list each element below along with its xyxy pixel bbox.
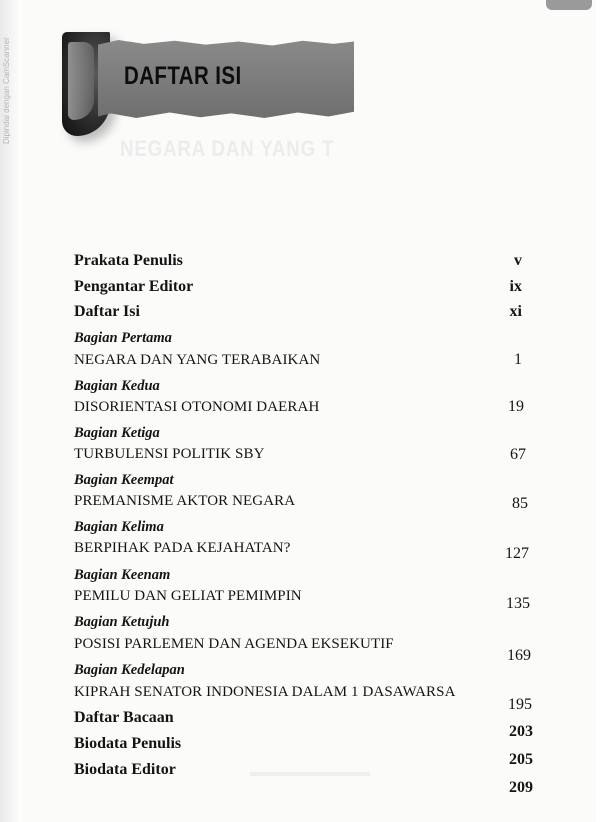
toc-part-label: Bagian Ketiga xyxy=(74,425,160,441)
toc-part-label: Bagian Keempat xyxy=(74,472,174,488)
toc-page-number: 67 xyxy=(510,446,526,463)
toc-part-label: Bagian Kelima xyxy=(74,519,164,535)
toc-page-number: 19 xyxy=(508,398,524,415)
toc-page-number: 209 xyxy=(509,779,533,796)
toc-page-number: ix xyxy=(509,278,522,295)
toc-chapter-title: BERPIHAK PADA KEJAHATAN? xyxy=(74,540,291,556)
toc-part-label: Bagian Kedelapan xyxy=(74,662,185,678)
toc-chapter-title: DISORIENTASI OTONOMI DAERAH xyxy=(74,399,320,415)
toc-page-number: 85 xyxy=(512,495,528,512)
toc-chapter-title: KIPRAH SENATOR INDONESIA DALAM 1 DASAWARSA xyxy=(74,684,456,700)
toc-chapter-title: PEMILU DAN GELIAT PEMIMPIN xyxy=(74,588,302,604)
toc-part-label: Bagian Keenam xyxy=(74,567,171,583)
toc-part-label: Bagian Kedua xyxy=(74,378,160,394)
toc-page-number: v xyxy=(514,252,522,269)
toc-page-number: 205 xyxy=(509,751,533,768)
toc-back-item: Daftar Bacaan xyxy=(74,709,174,726)
toc-part-label: Bagian Ketujuh xyxy=(74,614,170,630)
toc-chapter-title: PREMANISME AKTOR NEGARA xyxy=(74,493,296,509)
page-title: DAFTAR ISI xyxy=(124,62,242,90)
toc-page-number: xi xyxy=(509,303,522,320)
bleed-through-text: NEGARA DAN YANG T xyxy=(120,136,335,161)
toc-page-number: 169 xyxy=(507,647,531,664)
page-smudge xyxy=(250,772,370,776)
toc-part-label: Bagian Pertama xyxy=(74,330,172,346)
toc-page-number: 203 xyxy=(509,723,533,740)
toc-chapter-title: POSISI PARLEMEN DAN AGENDA EKSEKUTIF xyxy=(74,636,394,652)
toc-chapter-title: TURBULENSI POLITIK SBY xyxy=(74,446,265,462)
toc-back-item: Biodata Penulis xyxy=(74,735,182,752)
toc-page-number: 195 xyxy=(508,696,532,713)
toc-front-item: Prakata Penulis xyxy=(74,252,183,269)
toc-front-item: Daftar Isi xyxy=(74,303,140,320)
toc-page-number: 127 xyxy=(505,545,529,562)
scanner-watermark: Dipindai dengan CamScanner xyxy=(2,37,11,144)
toc-front-item: Pengantar Editor xyxy=(74,278,194,295)
toc-page-number: 135 xyxy=(506,595,530,612)
toc-back-item: Biodata Editor xyxy=(74,761,176,778)
toc-page-number: 1 xyxy=(514,351,522,368)
toc-chapter-title: NEGARA DAN YANG TERABAIKAN xyxy=(74,352,321,368)
